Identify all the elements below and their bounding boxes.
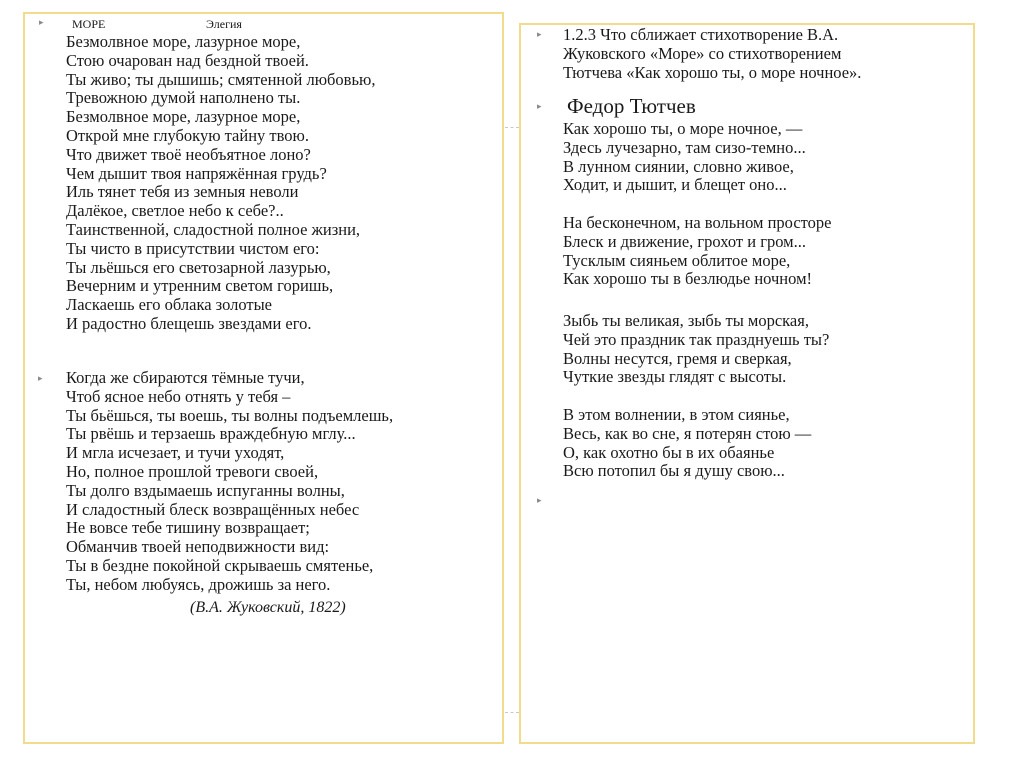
verse-line: Тревожною думой наполнено ты. bbox=[66, 88, 301, 108]
verse-line: Волны несутся, гремя и сверкая, bbox=[563, 348, 792, 368]
verse-line: И мгла исчезает, и тучи уходят, bbox=[66, 443, 285, 463]
bullet-icon: ▸ bbox=[39, 18, 44, 28]
verse-line: Ты в бездне покойной скрываешь смятенье, bbox=[66, 555, 374, 575]
verse-line: Чтоб ясное небо отнять у тебя – bbox=[66, 386, 291, 406]
bullet-icon: ▸ bbox=[537, 102, 542, 112]
verse-line: Зыбь ты великая, зыбь ты морская, bbox=[563, 311, 809, 330]
bullet-icon: ▸ bbox=[537, 496, 542, 506]
verse-line: Чуткие звезды глядят с высоты. bbox=[563, 367, 787, 387]
tyutchev-stanza-2 bbox=[563, 214, 832, 289]
verse-line: И радостно блещешь звездами его. bbox=[66, 313, 312, 333]
poem-attribution: (В.А. Жуковский, 1822) bbox=[190, 599, 346, 616]
verse-line: Тусклым сияньем облитое море, bbox=[563, 250, 791, 270]
verse-line: Жуковского «Море» со стихотворением bbox=[563, 43, 842, 63]
verse-line: Всю потопил бы я душу свою... bbox=[563, 461, 785, 481]
verse-line: Тютчева «Как хорошо ты, о море ночное». bbox=[563, 62, 862, 82]
verse-line: Ты долго вздымаешь испуганны волны, bbox=[66, 480, 345, 500]
verse-line: Чей это праздник так празднуешь ты? bbox=[563, 329, 830, 349]
verse-line: 1.2.3 Что сближает стихотворение В.А. bbox=[563, 25, 839, 44]
comparison-question bbox=[563, 26, 861, 82]
verse-line: И сладостный блеск возвращённых небес bbox=[66, 499, 360, 519]
author-heading: Федор Тютчев bbox=[567, 94, 696, 118]
bullet-icon: ▸ bbox=[38, 374, 43, 384]
tyutchev-stanza-4 bbox=[563, 406, 811, 481]
verse-line: О, как охотно бы в их обаянье bbox=[563, 442, 775, 462]
verse-line: Ласкаешь его облака золотые bbox=[66, 295, 273, 315]
verse-line: Безмолвное море, лазурное море, bbox=[66, 107, 301, 127]
verse-line: Что движет твоё необъятное лоно? bbox=[66, 144, 311, 164]
bullet-icon: ▸ bbox=[537, 30, 542, 40]
verse-line: Ходит, и дышит, и блещет оно... bbox=[563, 175, 787, 195]
verse-line: В этом волнении, в этом сиянье, bbox=[563, 405, 790, 424]
verse-line: В лунном сиянии, словно живое, bbox=[563, 156, 794, 176]
poem-title: МОРЕ bbox=[72, 17, 106, 31]
verse-line: Не вовсе тебе тишину возвращает; bbox=[66, 518, 310, 538]
verse-line: На бесконечном, на вольном просторе bbox=[563, 213, 832, 232]
verse-line: Ты льёшься его светозарной лазурью, bbox=[66, 257, 331, 277]
verse-line: Ты чисто в присутствии чистом его: bbox=[66, 238, 320, 258]
verse-line: Таинственной, сладостной полное жизни, bbox=[66, 219, 361, 239]
tyutchev-stanza-1 bbox=[563, 120, 806, 195]
verse-line: Безмолвное море, лазурное море, bbox=[66, 32, 301, 51]
verse-line: Но, полное прошлой тревоги своей, bbox=[66, 461, 319, 481]
verse-line: Вечерним и утренним светом горишь, bbox=[66, 276, 334, 296]
verse-line: Ты живо; ты дышишь; смятенной любовью, bbox=[66, 69, 376, 89]
verse-line: Как хорошо ты, о море ночное, — bbox=[563, 119, 803, 138]
zhukovsky-stanza-2 bbox=[66, 369, 393, 595]
verse-line: Ты, небом любуясь, дрожишь за него. bbox=[66, 574, 331, 594]
verse-line: Когда же сбираются тёмные тучи, bbox=[66, 368, 305, 387]
verse-line: Весь, как во сне, я потерян стою — bbox=[563, 423, 812, 443]
verse-line: Стою очарован над бездной твоей. bbox=[66, 50, 309, 70]
verse-line: Далёкое, светлое небо к себе?.. bbox=[66, 201, 284, 221]
verse-line: Чем дышит твоя напряжённая грудь? bbox=[66, 163, 327, 183]
verse-line: Ты рвёшь и терзаешь враждебную мглу... bbox=[66, 424, 356, 444]
verse-line: Обманчив твоей неподвижности вид: bbox=[66, 537, 330, 557]
verse-line: Как хорошо ты в безлюдье ночном! bbox=[563, 269, 813, 289]
zhukovsky-stanza-1 bbox=[66, 33, 375, 334]
verse-line: Ты бьёшься, ты воешь, ты волны подъемлешь, bbox=[66, 405, 394, 425]
verse-line: Иль тянет тебя из земныя неволи bbox=[66, 182, 299, 202]
panel-divider-top bbox=[505, 127, 519, 128]
panel-divider-bottom bbox=[505, 712, 519, 713]
verse-line: Блеск и движение, грохот и гром... bbox=[563, 231, 806, 251]
verse-line: Здесь лучезарно, там сизо-темно... bbox=[563, 137, 806, 157]
tyutchev-stanza-3 bbox=[563, 312, 829, 387]
poem-genre: Элегия bbox=[206, 17, 242, 31]
verse-line: Открой мне глубокую тайну твою. bbox=[66, 125, 310, 145]
